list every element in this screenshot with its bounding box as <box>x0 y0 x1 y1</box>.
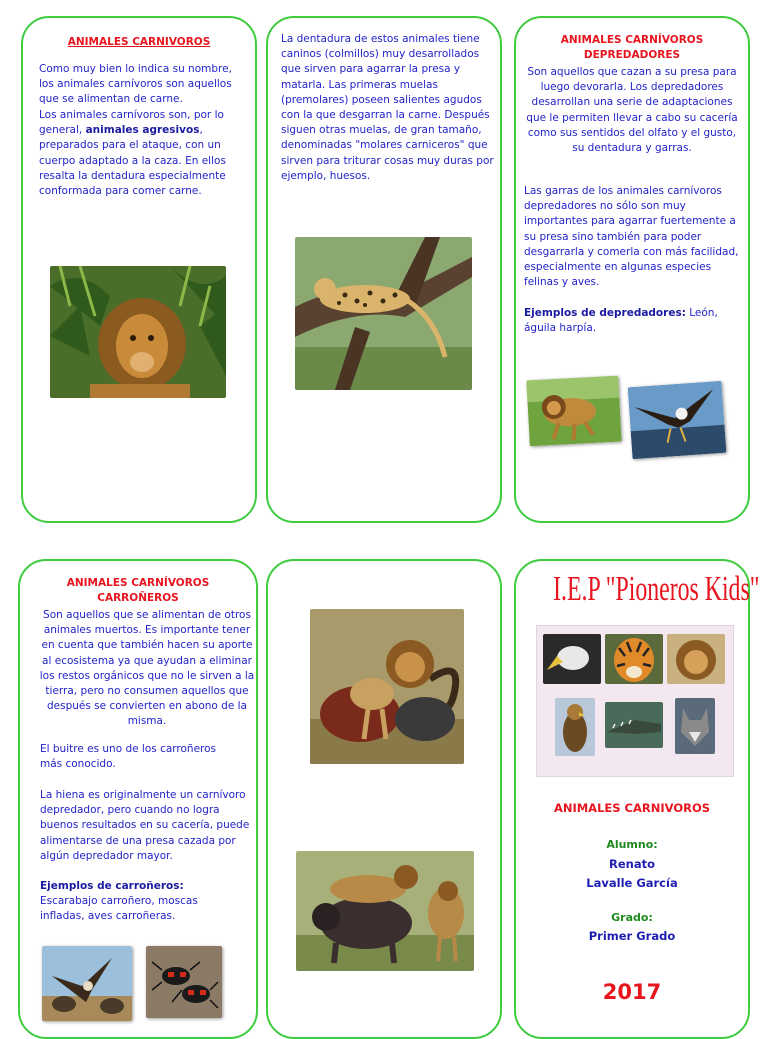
panel-intro <box>21 16 257 523</box>
panel-scavenger-photos <box>266 559 502 1039</box>
panel-intro-title: ANIMALES CARNIVOROS <box>67 36 211 48</box>
panel-predators-examples: Ejemplos de depredadores: León, águila harpía. <box>524 307 718 335</box>
panel-teeth <box>266 16 502 523</box>
leopard-on-tree-photo <box>295 237 472 390</box>
lions-attacking-buffalo-photo <box>296 851 474 971</box>
crocodile-photo <box>605 702 663 748</box>
vultures-photo <box>42 946 132 1021</box>
panel-scavengers-title: ANIMALES CARNÍVOROS CARROÑEROS <box>66 577 210 605</box>
running-lion-photo <box>526 376 621 447</box>
panel-intro-paragraph-1: Como muy bien lo indica su nombre, los animales carnívoros son aquellos que se alimentan de carne. <box>39 63 232 106</box>
panel-predators-title: ANIMALES CARNÍVOROS DEPREDADORES <box>560 34 704 62</box>
grade-value: Primer Grado <box>588 929 676 943</box>
panel-predators-paragraph-1: Son aquellos que cazan a su presa para luego devorarla. Los depredadores desarrollan una serie de adaptaciones que le permiten llevar a cabo su cacería como sus sentidos del olfato y el gusto, su dentadura y garras. <box>526 66 738 155</box>
panel-scavengers-paragraph-3: La hiena es originalmente un carnívoro depredador, pero cuando no logra buenos resultados en su cacería, puede alimentarse de una presa cazada por algún depredador mayor. <box>40 789 250 862</box>
pelican-photo <box>543 634 601 684</box>
cover-topic: ANIMALES CARNIVOROS <box>553 801 711 815</box>
student-first-name: Renato <box>609 857 655 871</box>
student-label: Alumno: <box>606 838 658 851</box>
golden-eagle-photo <box>555 698 595 756</box>
panel-cover <box>514 559 760 1039</box>
lion-photo <box>667 634 725 684</box>
cover-year: 2017 <box>602 980 662 1004</box>
panel-scavengers-paragraph-1: Son aquellos que se alimentan de otros animales muertos. Es importante tener en cuenta que también hacen su aporte al ecosistema ya que ayudan a eliminar los restos orgánicos que no le sirven a la tierra, pero no consumen aquellos que después se convierten en abono de la misma. <box>39 609 255 728</box>
panel-scavengers-paragraph-2: El buitre es uno de los carroñeros más conocido. <box>40 743 217 771</box>
panel-intro-paragraph-2: Los animales carnívoros son, por lo general, animales agresivos, preparados para el ataque, con un cuerpo adaptado a la caza. En ellos resalta la dentadura especialmente conformada para comer carne. <box>39 109 226 198</box>
panel-predators <box>514 16 750 523</box>
aggressive-animals-emphasis: animales agresivos <box>85 124 200 137</box>
wolf-photo <box>675 698 715 754</box>
student-last-name: Lavalle García <box>586 876 678 890</box>
tiger-photo <box>605 634 663 684</box>
panel-scavengers-examples: Ejemplos de carroñeros: Escarabajo carroñero, moscas infladas, aves carroñeras. <box>40 880 198 923</box>
panel-teeth-paragraph: La dentadura de estos animales tiene caninos (colmillos) muy desarrollados que sirven para agarrar la presa y matarla. Las primeras muelas (premolares) poseen salientes agudos con la que desgarran la carne. Después siguen otras muelas, de gran tamaño, denominadas "molares carniceros" que sirven para triturar cosas muy duras por ejemplo, huesos. <box>281 33 494 182</box>
panel-scavengers <box>18 559 258 1039</box>
grade-label: Grado: <box>611 911 653 924</box>
eagle-photo <box>628 381 727 459</box>
school-name: I.E.P "Pioneros Kids" <box>553 569 760 608</box>
panel-predators-paragraph-2: Las garras de los animales carnívoros depredadores no sólo son muy importantes para agarrar fuertemente a su presa sino también para poder desgarrarla y comerla con más facilidad, especialmente en algunas especies felinas y aves. <box>524 185 739 289</box>
lions-eating-prey-photo <box>310 609 464 764</box>
carrion-beetles-photo <box>146 946 222 1018</box>
lion-in-jungle-photo <box>50 266 226 398</box>
animal-collage <box>536 625 734 777</box>
